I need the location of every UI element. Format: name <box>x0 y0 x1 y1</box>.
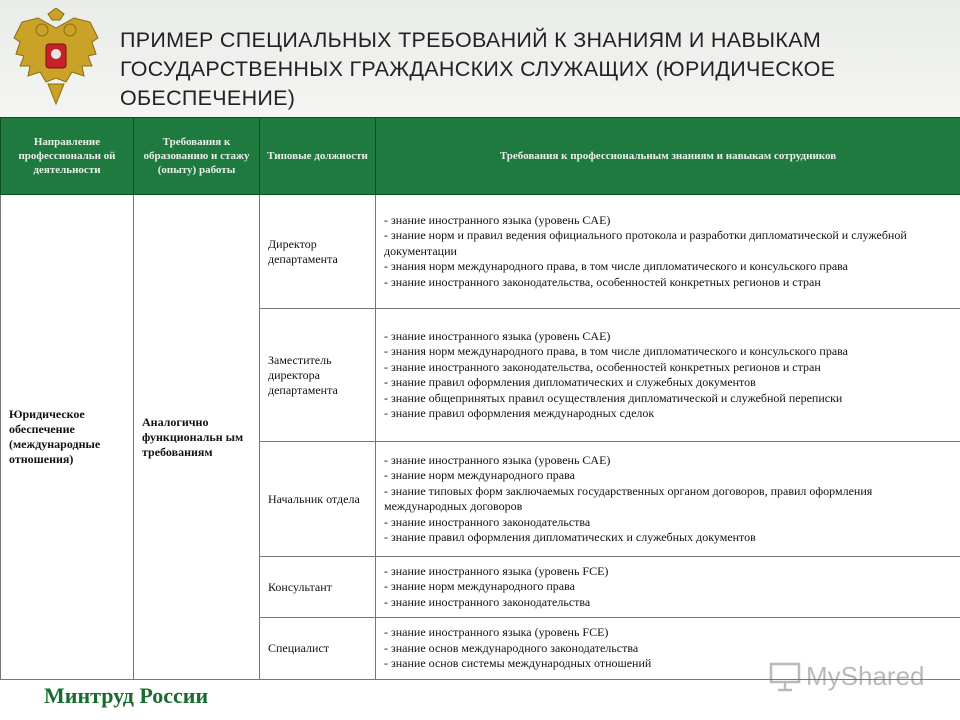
requirement-item: - знание типовых форм заключаемых государственных органом договоров, правил оформления международных договоров <box>384 483 873 513</box>
requirement-item: - знание правил оформления дипломатических и служебных документов <box>384 375 756 389</box>
requirement-item: - знание иностранного законодательства, особенностей конкретных регионов и стран <box>384 359 821 374</box>
requirement-item: - знание общепринятых правил осуществления дипломатической и служебной переписки <box>384 390 843 405</box>
requirement-item: - знание правил оформления дипломатических и служебных документов <box>384 530 756 544</box>
requirement-item: - знание иностранного языка (уровень CAE) <box>384 452 611 467</box>
requirement-item: - знание иностранного языка (уровень CAE) <box>384 212 611 227</box>
header-requirements: Требования к профессиональным знаниям и навыкам сотрудников <box>376 118 960 195</box>
requirement-item: - знание иностранного языка (уровень FCE) <box>384 563 609 578</box>
direction-cell: Юридическое обеспечение (международные отношения) <box>1 195 134 680</box>
header-positions: Типовые должности <box>260 118 376 195</box>
requirements-cell <box>376 442 960 557</box>
coat-of-arms-icon <box>8 8 104 108</box>
presentation-icon <box>768 659 802 693</box>
requirement-item: - знание иностранного языка (уровень FCE) <box>384 625 609 640</box>
requirement-item: - знание основ системы международных отношений <box>384 656 652 671</box>
watermark <box>768 656 928 696</box>
position-cell: Заместитель директора департамента <box>260 309 376 442</box>
slide-header <box>0 0 960 117</box>
requirement-item: - знания норм международного права, в том числе дипломатического и консульского права <box>384 344 848 358</box>
requirement-item: - знания норм международного права, в том числе дипломатического и консульского права <box>384 259 848 274</box>
position-cell: Начальник отдела <box>260 442 376 557</box>
position-cell: Директор департамента <box>260 195 376 309</box>
header-education: Требования к образованию и стажу (опыту) работы <box>134 118 260 195</box>
requirement-item: - знание норм международного права <box>384 579 575 594</box>
requirement-item: - знание норм и правил ведения официального протокола и разработки дипломатической и служебной документации <box>384 228 907 258</box>
footer-ministry: Минтруд России <box>44 683 209 708</box>
requirements-table <box>0 117 960 680</box>
slide-title: ПРИМЕР СПЕЦИАЛЬНЫХ ТРЕБОВАНИЙ К ЗНАНИЯМ И НАВЫКАМ ГОСУДАРСТВЕННЫХ ГРАЖДАНСКИХ СЛУЖАЩИХ (ЮРИДИЧЕСКОЕ ОБЕСПЕЧЕНИЕ) <box>120 28 836 110</box>
requirements-cell <box>376 309 960 442</box>
education-cell: Аналогично функциональн ым требованиям <box>134 195 260 680</box>
requirements-cell <box>376 195 960 309</box>
requirement-item: - знание иностранного законодательства <box>384 514 591 529</box>
table-header-row <box>1 118 960 195</box>
position-cell: Консультант <box>260 557 376 618</box>
requirement-item: - знание правил оформления международных сделок <box>384 406 655 420</box>
requirement-item: - знание норм международного права <box>384 468 575 482</box>
position-cell: Специалист <box>260 618 376 680</box>
requirement-item: - знание иностранного законодательства, особенностей конкретных регионов и стран <box>384 274 821 289</box>
requirement-item: - знание иностранного языка (уровень CAE) <box>384 328 611 343</box>
table-row <box>1 195 960 309</box>
watermark-text: MyShared <box>806 660 925 691</box>
requirements-cell <box>376 557 960 618</box>
requirement-item: - знание иностранного законодательства <box>384 594 591 609</box>
requirement-item: - знание основ международного законодательства <box>384 640 639 655</box>
header-direction: Направление профессиональн ой деятельности <box>1 118 134 195</box>
